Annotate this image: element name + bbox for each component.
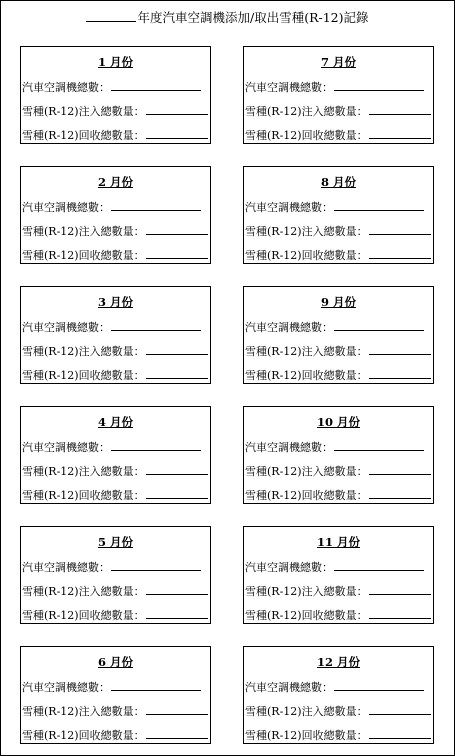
recovered-row	[22, 367, 208, 383]
total-units-row	[22, 559, 201, 575]
total-units-row	[245, 679, 424, 695]
injected-row	[22, 703, 208, 719]
injected-blank	[146, 103, 208, 115]
injected-row	[245, 223, 431, 239]
injected-row	[22, 343, 208, 359]
total-units-row	[245, 79, 424, 95]
injected-blank	[146, 463, 208, 475]
injected-label: 雪種(R-12)注入總數量：	[245, 465, 368, 478]
recovered-blank	[369, 487, 431, 499]
total-units-blank	[334, 79, 424, 91]
month-label: 10 月份	[316, 415, 360, 429]
month-label: 6 月份	[97, 655, 133, 669]
total-units-row	[22, 439, 201, 455]
recovered-blank	[369, 247, 431, 259]
total-units-label: 汽車空調機總數：	[245, 681, 333, 694]
month-label: 8 月份	[320, 175, 356, 189]
recovered-label: 雪種(R-12)回收總數量：	[22, 129, 145, 142]
total-units-row	[245, 439, 424, 455]
total-units-row	[22, 679, 201, 695]
injected-blank	[146, 583, 208, 595]
recovered-row	[245, 367, 431, 383]
recovered-label: 雪種(R-12)回收總數量：	[245, 729, 368, 742]
total-units-label: 汽車空調機總數：	[22, 561, 110, 574]
month-box-7	[243, 46, 434, 144]
month-box-4	[20, 406, 211, 504]
month-box-12	[243, 646, 434, 744]
recovered-row	[22, 607, 208, 623]
month-box-5	[20, 526, 211, 624]
injected-blank	[146, 343, 208, 355]
month-box-6	[20, 646, 211, 744]
recovered-blank	[146, 247, 208, 259]
title-text: 年度汽車空調機添加/取出雪種(R-12)記錄	[137, 10, 369, 25]
month-box-2	[20, 166, 211, 264]
total-units-label: 汽車空調機總數：	[22, 441, 110, 454]
recovered-label: 雪種(R-12)回收總數量：	[22, 729, 145, 742]
injected-row	[22, 463, 208, 479]
month-label: 9 月份	[320, 295, 356, 309]
recovered-label: 雪種(R-12)回收總數量：	[245, 489, 368, 502]
month-label: 11 月份	[316, 535, 360, 549]
recovered-blank	[369, 367, 431, 379]
total-units-label: 汽車空調機總數：	[22, 81, 110, 94]
injected-blank	[369, 583, 431, 595]
total-units-label: 汽車空調機總數：	[245, 321, 333, 334]
injected-label: 雪種(R-12)注入總數量：	[22, 705, 145, 718]
injected-row	[22, 223, 208, 239]
month-box-10	[243, 406, 434, 504]
recovered-blank	[369, 607, 431, 619]
injected-label: 雪種(R-12)注入總數量：	[22, 225, 145, 238]
recovered-row	[22, 247, 208, 263]
month-label: 12 月份	[316, 655, 360, 669]
month-box-1	[20, 46, 211, 144]
recovered-blank	[146, 367, 208, 379]
total-units-blank	[111, 319, 201, 331]
recovered-row	[245, 127, 431, 143]
injected-row	[245, 103, 431, 119]
recovered-label: 雪種(R-12)回收總數量：	[245, 369, 368, 382]
recovered-label: 雪種(R-12)回收總數量：	[245, 129, 368, 142]
year-blank-line	[86, 10, 136, 22]
injected-label: 雪種(R-12)注入總數量：	[245, 705, 368, 718]
injected-label: 雪種(R-12)注入總數量：	[22, 345, 145, 358]
total-units-blank	[334, 439, 424, 451]
total-units-blank	[334, 679, 424, 691]
month-label: 2 月份	[97, 175, 133, 189]
month-box-8	[243, 166, 434, 264]
injected-label: 雪種(R-12)注入總數量：	[245, 585, 368, 598]
recovered-blank	[146, 487, 208, 499]
month-label: 5 月份	[97, 535, 133, 549]
recovered-blank	[146, 607, 208, 619]
injected-label: 雪種(R-12)注入總數量：	[245, 225, 368, 238]
injected-row	[22, 103, 208, 119]
total-units-blank	[111, 439, 201, 451]
recovered-blank	[146, 127, 208, 139]
month-box-11	[243, 526, 434, 624]
injected-blank	[369, 343, 431, 355]
total-units-label: 汽車空調機總數：	[22, 681, 110, 694]
recovered-row	[245, 487, 431, 503]
recovered-blank	[369, 727, 431, 739]
total-units-blank	[111, 679, 201, 691]
total-units-label: 汽車空調機總數：	[245, 561, 333, 574]
total-units-blank	[111, 79, 201, 91]
recovered-row	[22, 487, 208, 503]
total-units-row	[245, 319, 424, 335]
total-units-row	[245, 559, 424, 575]
month-label: 7 月份	[320, 55, 356, 69]
page-title	[0, 10, 455, 26]
injected-blank	[146, 223, 208, 235]
recovered-blank	[369, 127, 431, 139]
recovered-row	[245, 607, 431, 623]
recovered-label: 雪種(R-12)回收總數量：	[22, 249, 145, 262]
recovered-label: 雪種(R-12)回收總數量：	[245, 249, 368, 262]
total-units-blank	[334, 559, 424, 571]
recovered-row	[22, 127, 208, 143]
total-units-blank	[334, 199, 424, 211]
month-label: 1 月份	[97, 55, 133, 69]
recovered-row	[22, 727, 208, 743]
injected-blank	[369, 463, 431, 475]
injected-row	[245, 463, 431, 479]
injected-label: 雪種(R-12)注入總數量：	[22, 585, 145, 598]
total-units-blank	[111, 199, 201, 211]
injected-label: 雪種(R-12)注入總數量：	[22, 465, 145, 478]
injected-row	[22, 583, 208, 599]
month-box-3	[20, 286, 211, 384]
recovered-label: 雪種(R-12)回收總數量：	[22, 489, 145, 502]
total-units-row	[22, 199, 201, 215]
injected-blank	[369, 223, 431, 235]
injected-label: 雪種(R-12)注入總數量：	[245, 345, 368, 358]
recovered-label: 雪種(R-12)回收總數量：	[22, 369, 145, 382]
total-units-label: 汽車空調機總數：	[22, 321, 110, 334]
recovered-row	[245, 727, 431, 743]
injected-row	[245, 343, 431, 359]
total-units-label: 汽車空調機總數：	[22, 201, 110, 214]
total-units-label: 汽車空調機總數：	[245, 81, 333, 94]
month-box-9	[243, 286, 434, 384]
total-units-row	[245, 199, 424, 215]
injected-blank	[369, 103, 431, 115]
total-units-row	[22, 79, 201, 95]
month-label: 3 月份	[97, 295, 133, 309]
total-units-row	[22, 319, 201, 335]
total-units-label: 汽車空調機總數：	[245, 441, 333, 454]
recovered-label: 雪種(R-12)回收總數量：	[245, 609, 368, 622]
injected-label: 雪種(R-12)注入總數量：	[22, 105, 145, 118]
recovered-label: 雪種(R-12)回收總數量：	[22, 609, 145, 622]
month-label: 4 月份	[97, 415, 133, 429]
total-units-blank	[111, 559, 201, 571]
injected-row	[245, 703, 431, 719]
injected-blank	[146, 703, 208, 715]
recovered-blank	[146, 727, 208, 739]
injected-label: 雪種(R-12)注入總數量：	[245, 105, 368, 118]
injected-blank	[369, 703, 431, 715]
injected-row	[245, 583, 431, 599]
total-units-blank	[334, 319, 424, 331]
total-units-label: 汽車空調機總數：	[245, 201, 333, 214]
recovered-row	[245, 247, 431, 263]
